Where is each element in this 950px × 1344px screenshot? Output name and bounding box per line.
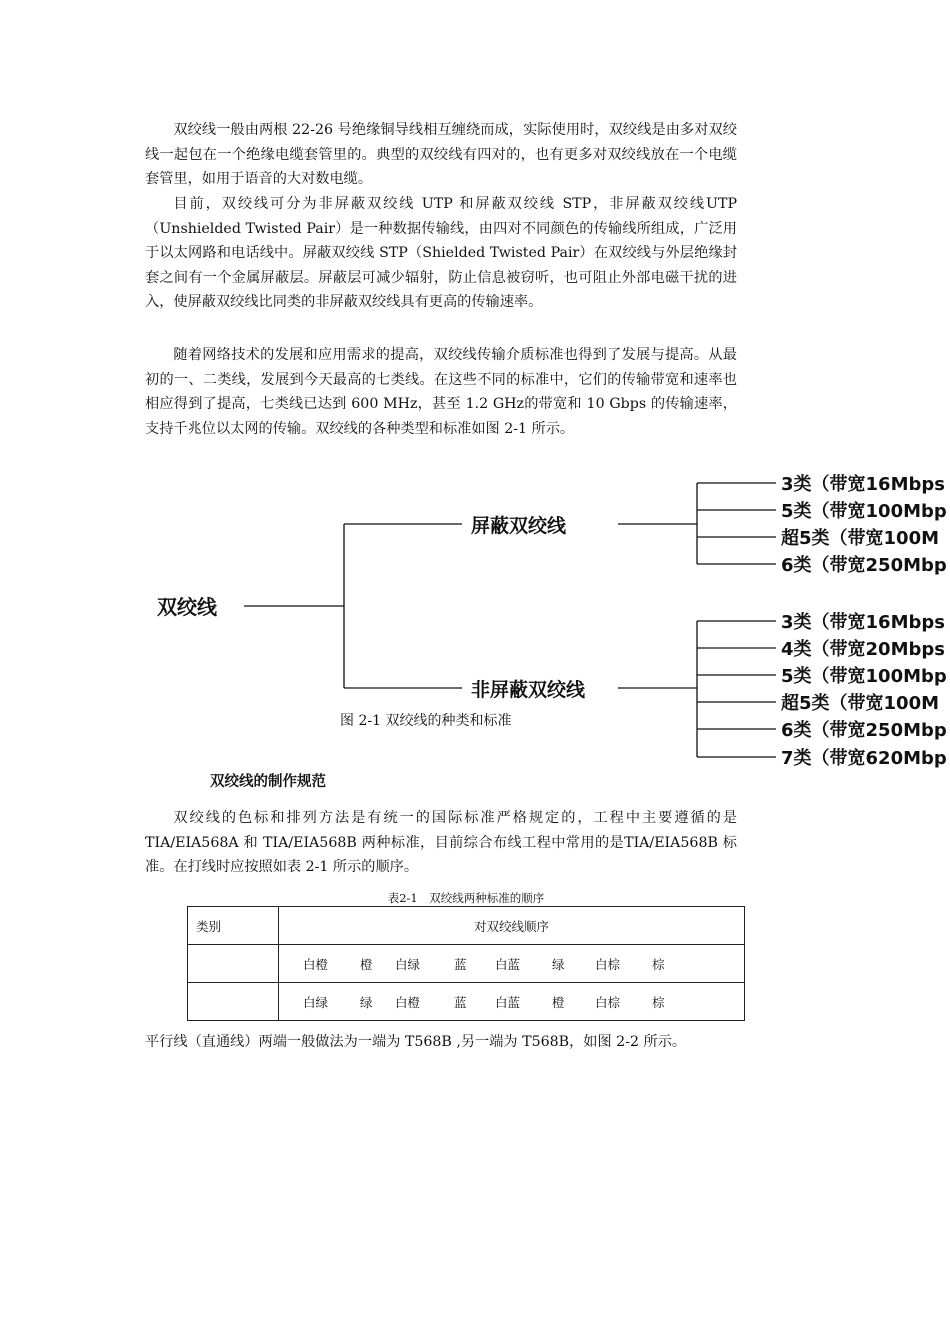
unshielded-category-item: 3类（带宽16Mbps [781, 612, 945, 633]
wire-color: 蓝 [454, 994, 467, 1010]
unshielded-category-item: 超5类（带宽100M [781, 693, 940, 714]
table-header-row [188, 907, 745, 945]
table-header-category: 类别 [188, 907, 279, 945]
wire-color: 白绿 [303, 994, 329, 1010]
wire-color: 白蓝 [495, 994, 521, 1010]
unshielded-category-item: 6类（带宽250Mbp [781, 720, 947, 741]
diagram-unshielded-label: 非屏蔽双绞线 [471, 679, 586, 701]
shielded-category-item: 超5类（带宽100M [781, 528, 940, 549]
wire-color: 橙 [552, 994, 565, 1010]
table-header-sequence: 对双绞线顺序 [279, 907, 745, 945]
wire-sequence [279, 993, 744, 1011]
paragraph-color-standards: 双绞线的色标和排列方法是有统一的国际标准严格规定的，工程中主要遵循的是 TIA/EIA568A 和 TIA/EIA568B 两种标准，目前综合布线工程中常用的是TIA/EIA568B 标准。在打线时应按照如表 2-1 所示的顺序。 [145, 810, 737, 876]
table-row [188, 945, 745, 983]
wire-order-table [187, 906, 745, 1021]
table-cell-category [188, 983, 279, 1021]
paragraph-standards-development: 随着网络技术的发展和应用需求的提高，双绞线传输介质标准也得到了发展与提高。从最初的一、二类线，发展到今天最高的七类线。在这些不同的标准中，它们的传输带宽和速率也相应得到了提高，七类线已达到 600 MHz，甚至 1.2 GHz的带宽和 10 Gbps 的传输速率，支持千兆位以太网的传输。双绞线的各种类型和标准如图 2-1 所示。 [145, 347, 737, 437]
wire-color: 白棕 [595, 994, 621, 1010]
table-cell-category [188, 945, 279, 983]
diagram-root-label: 双绞线 [157, 595, 217, 619]
shielded-category-item: 3类（带宽16Mbps [781, 474, 945, 495]
shielded-category-item: 5类（带宽100Mbp [781, 501, 947, 522]
diagram-shielded-label: 屏蔽双绞线 [471, 515, 567, 537]
wire-color: 蓝 [454, 956, 467, 972]
unshielded-category-item: 4类（带宽20Mbps [781, 639, 945, 660]
wire-color: 白棕 [595, 956, 621, 972]
paragraph-utp-stp: 目前，双绞线可分为非屏蔽双绞线 UTP 和屏蔽双绞线 STP，非屏蔽双绞线UTP（Unshielded Twisted Pair）是一种数据传输线，由四对不同颜色的传输线所组成，广泛用于以太网路和电话线中。屏蔽双绞线 STP（Shielded Twisted Pair）在双绞线与外层绝缘封套之间有一个金属屏蔽层。屏蔽层可减少辐射，防止信息被窃听，也可阻止外部电磁干扰的进入，使屏蔽双绞线比同类的非屏蔽双绞线具有更高的传输速率。 [145, 196, 737, 311]
wire-color: 绿 [552, 956, 565, 972]
wire-sequence [279, 955, 744, 973]
table-row [188, 983, 745, 1021]
wire-color: 白绿 [395, 956, 421, 972]
section-heading: 双绞线的制作规范 [210, 773, 326, 790]
table-cell-sequence [279, 983, 745, 1021]
wire-color: 绿 [360, 994, 373, 1010]
wire-color: 橙 [360, 956, 373, 972]
shielded-category-item: 6类（带宽250Mbp [781, 555, 947, 576]
wire-color: 棕 [652, 956, 665, 972]
unshielded-category-item: 5类（带宽100Mbp [781, 666, 947, 687]
table-cell-sequence [279, 945, 745, 983]
paragraph-straight-through: 平行线（直通线）两端一般做法为一端为 T568B ,另一端为 T568B，如图 2-2 所示。 [145, 1034, 687, 1050]
wire-color: 白橙 [395, 994, 421, 1010]
figure-caption: 图 2-1 双绞线的种类和标准 [340, 713, 512, 729]
table-caption: 表2-1 双绞线两种标准的顺序 [387, 891, 545, 905]
wire-color: 棕 [652, 994, 665, 1010]
paragraph-twisted-pair-intro: 双绞线一般由两根 22-26 号绝缘铜导线相互缠绕而成，实际使用时，双绞线是由多对双绞线一起包在一个绝缘电缆套管里的。典型的双绞线有四对的，也有更多对双绞线放在一个电缆套管里，如用于语音的大对数电缆。 [145, 122, 737, 188]
unshielded-category-item: 7类（带宽620Mbp [781, 748, 947, 769]
wire-color: 白橙 [303, 956, 329, 972]
wire-color: 白蓝 [495, 956, 521, 972]
twisted-pair-classification-diagram [0, 462, 950, 772]
